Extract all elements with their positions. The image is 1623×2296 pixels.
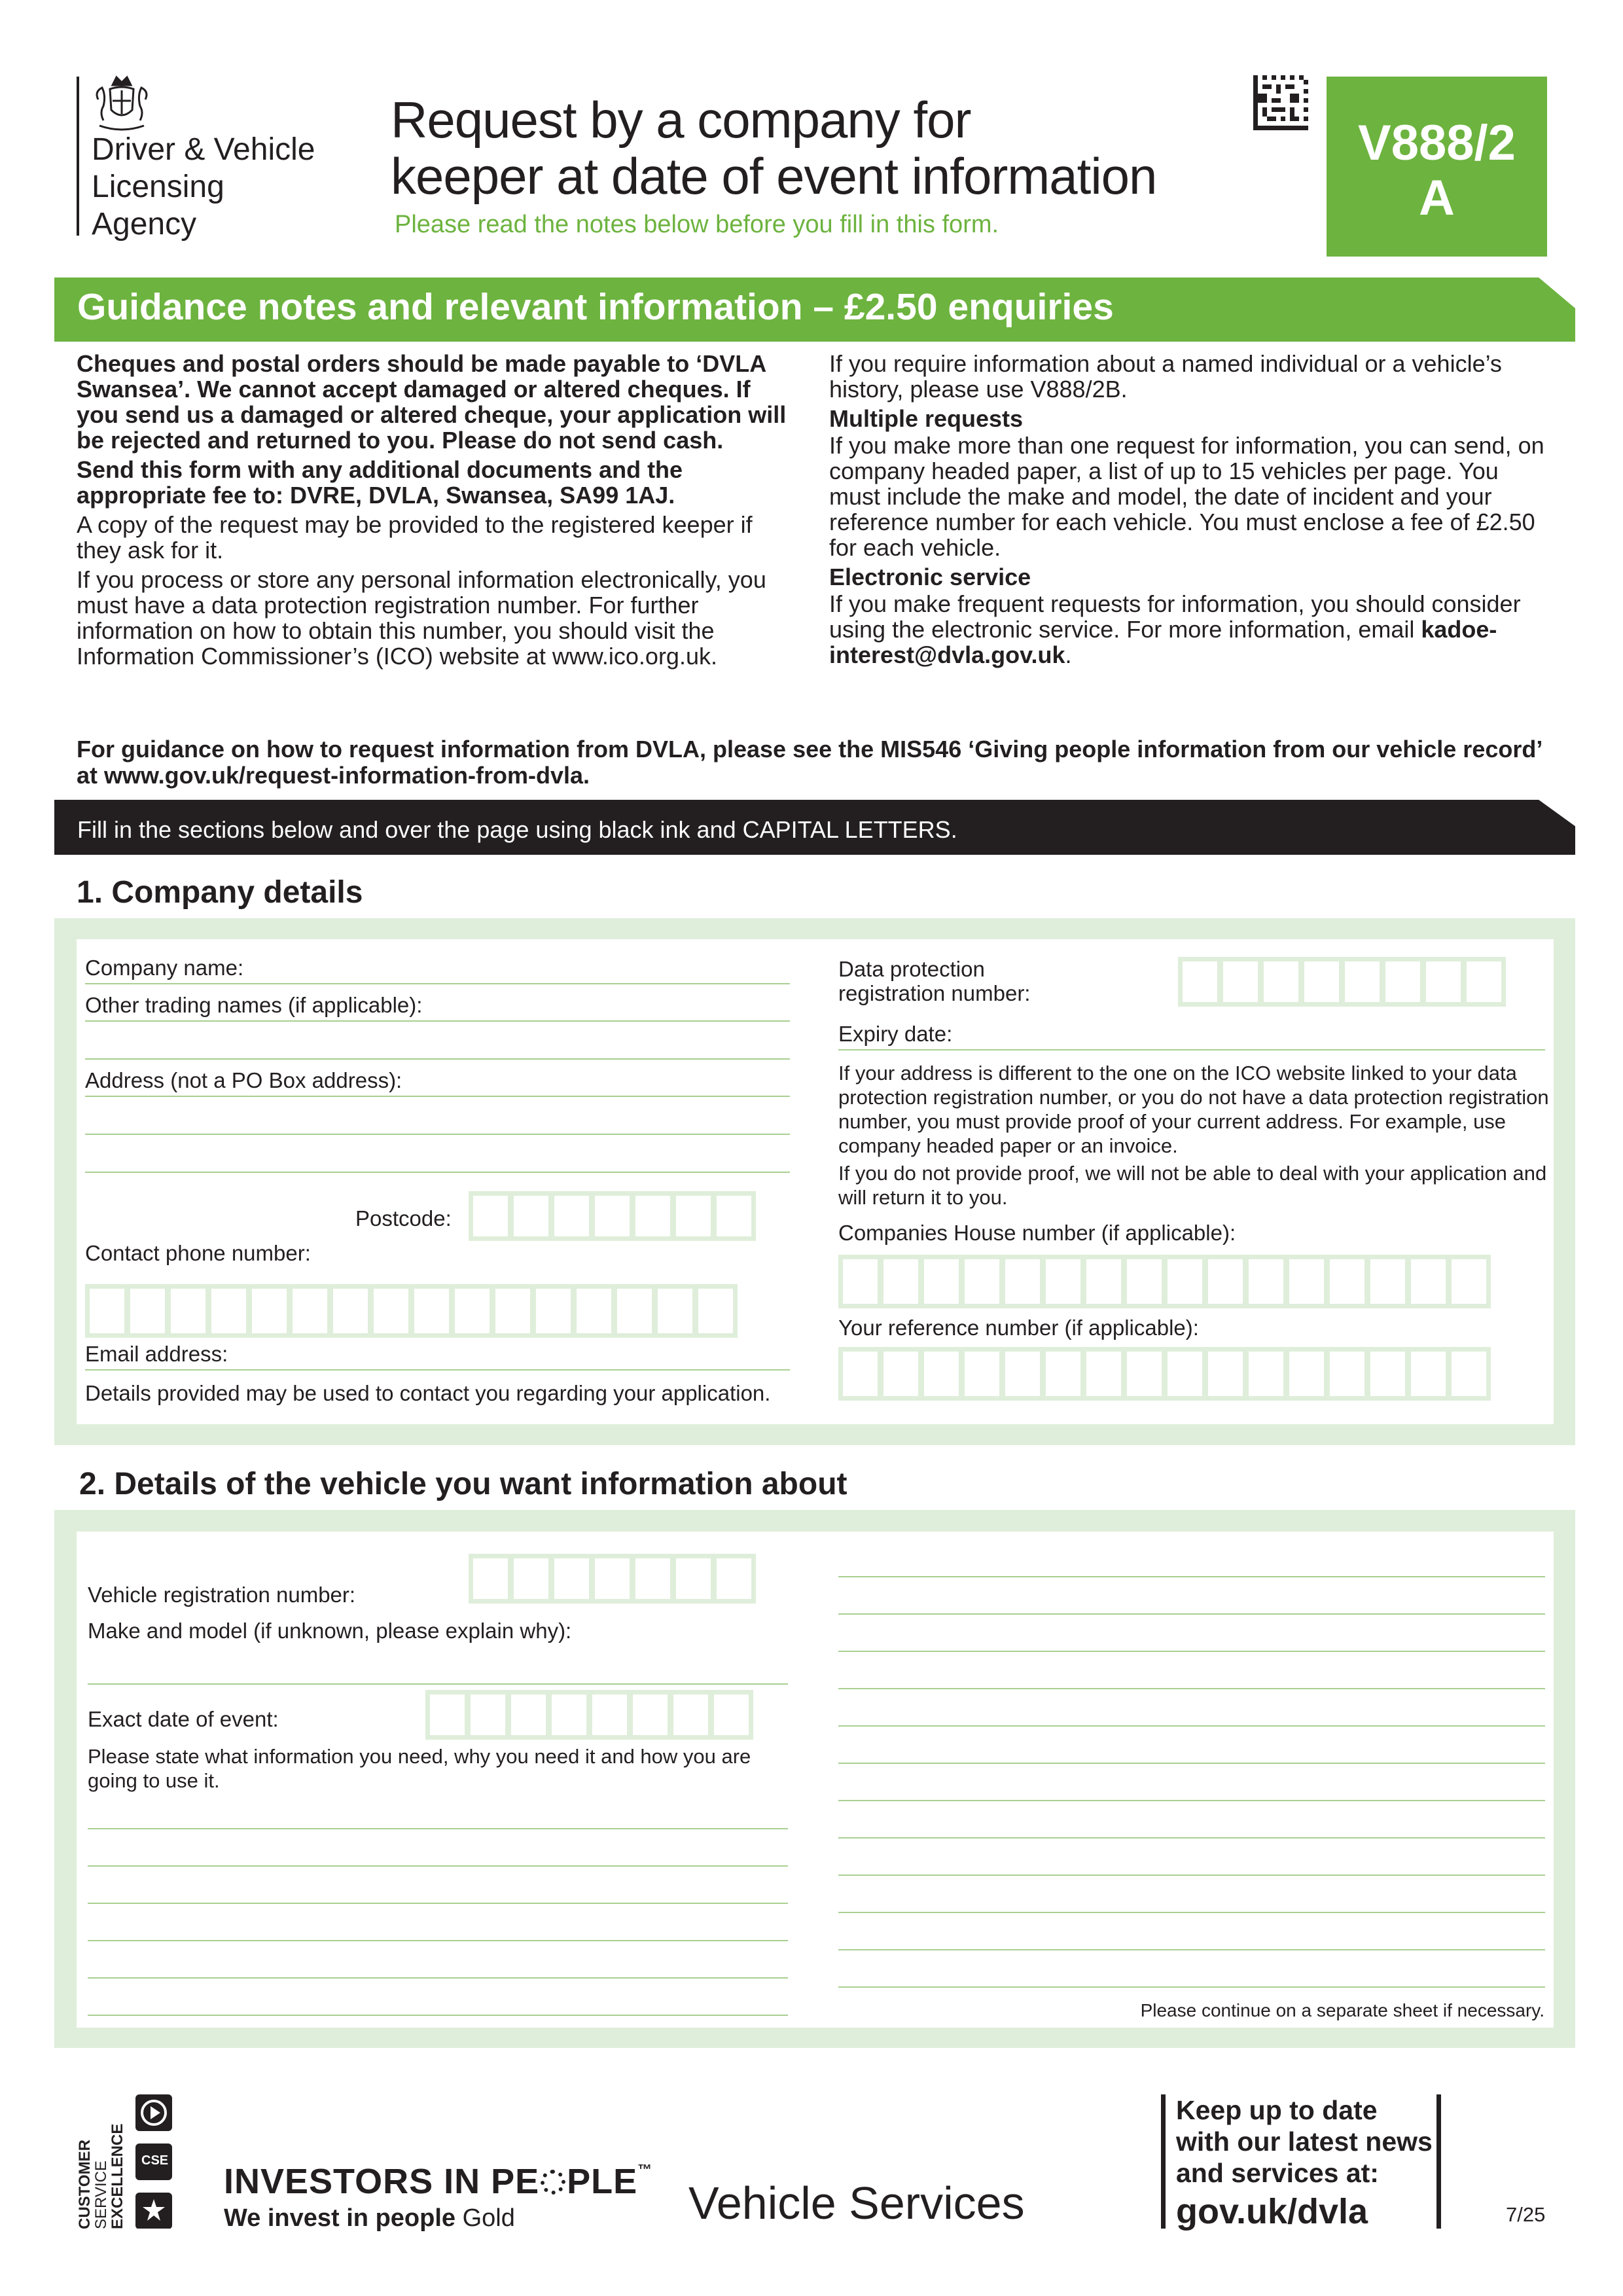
- phone-label: Contact phone number:: [85, 1241, 311, 1265]
- send-address-note: Send this form with any additional documents and the appropriate fee to: DVRE, DVLA, Swansea, SA99 1AJ.: [77, 456, 683, 509]
- agency-line: Agency: [92, 207, 197, 242]
- char-box[interactable]: [534, 1287, 573, 1335]
- char-box[interactable]: [963, 1257, 1001, 1306]
- char-box[interactable]: [469, 1693, 507, 1737]
- email-field[interactable]: [85, 1369, 790, 1371]
- vrn-boxes[interactable]: [469, 1554, 756, 1604]
- char-box[interactable]: [512, 1194, 550, 1238]
- char-box[interactable]: [552, 1194, 591, 1238]
- char-box[interactable]: [631, 1693, 669, 1737]
- char-box[interactable]: [1409, 1350, 1448, 1398]
- cse-line: EXCELLENCE: [109, 2123, 126, 2229]
- form-title: [391, 92, 1156, 204]
- char-box[interactable]: [1302, 960, 1341, 1004]
- electronic-service-heading: Electronic service: [829, 564, 1031, 590]
- form-code-badge: [1327, 77, 1547, 257]
- keep-up-divider-left: [1161, 2094, 1166, 2229]
- char-box[interactable]: [509, 1693, 548, 1737]
- char-box[interactable]: [1003, 1350, 1042, 1398]
- agency-name: [92, 131, 315, 243]
- char-box[interactable]: [1166, 1350, 1204, 1398]
- info-line[interactable]: [88, 1828, 788, 1829]
- info-line[interactable]: [88, 1903, 788, 1904]
- char-box[interactable]: [169, 1287, 207, 1335]
- iip-trademark: ™: [637, 2161, 653, 2178]
- char-box[interactable]: [88, 1287, 126, 1335]
- date-of-event-label: Exact date of event:: [88, 1707, 279, 1731]
- expiry-field[interactable]: [838, 1049, 1545, 1050]
- make-model-field[interactable]: [88, 1683, 788, 1685]
- info-line[interactable]: [838, 1986, 1545, 1988]
- address-field-2[interactable]: [85, 1134, 790, 1135]
- char-box[interactable]: [712, 1693, 751, 1737]
- char-box[interactable]: [1003, 1257, 1042, 1306]
- keep-line: Keep up to date: [1176, 2095, 1378, 2125]
- char-box[interactable]: [1166, 1257, 1204, 1306]
- char-box[interactable]: [593, 1194, 632, 1238]
- guidance-right-column: [829, 351, 1556, 672]
- char-box[interactable]: [841, 1257, 880, 1306]
- char-box[interactable]: [696, 1287, 735, 1335]
- char-box[interactable]: [1044, 1257, 1082, 1306]
- dp-reg-label-line: registration number:: [838, 981, 1031, 1005]
- char-box[interactable]: [1383, 960, 1422, 1004]
- form-subtitle: Please read the notes below before you fill in this form.: [395, 211, 999, 238]
- instructions-text: Fill in the sections below and over the page using black ink and CAPITAL LETTERS.: [77, 816, 957, 843]
- named-individual-note: If you require information about a named individual or a vehicle’s history, please use V888/2B.: [829, 350, 1502, 403]
- info-line[interactable]: [838, 1613, 1545, 1615]
- char-box[interactable]: [1221, 960, 1260, 1004]
- email-label: Email address:: [85, 1342, 228, 1366]
- address-field-1[interactable]: [85, 1096, 790, 1097]
- address-label: Address (not a PO Box address):: [85, 1068, 402, 1092]
- dvla-url-link[interactable]: gov.uk/dvla: [1176, 2192, 1368, 2231]
- address-field-3[interactable]: [85, 1172, 790, 1173]
- vehicle-services-title: Vehicle Services: [688, 2178, 1025, 2229]
- payment-note: Cheques and postal orders should be made payable to ‘DVLA Swansea’. We cannot accept damaged or altered cheques. If you send us a damaged or altered cheque, your application will be rejected and returned to you. Please do not send cash.: [77, 350, 787, 454]
- char-box[interactable]: [1084, 1257, 1123, 1306]
- char-box[interactable]: [674, 1556, 713, 1601]
- royal-crest-icon: [90, 73, 153, 132]
- dp-reg-boxes[interactable]: [1178, 957, 1506, 1007]
- data-protection-note: If you process or store any personal information electronically, you must have a data protection registration number. For further information on how to obtain this number, you should visit the Information Commissioner’s (ICO) website at www.ico.org.uk.: [77, 566, 766, 670]
- iip-title-text: INVESTORS IN PE: [224, 2162, 540, 2201]
- section-2-heading: 2. Details of the vehicle you want information about: [79, 1467, 847, 1501]
- char-box[interactable]: [922, 1257, 961, 1306]
- proof-note: If you do not provide proof, we will not be able to deal with your application and will return it to you.: [838, 1162, 1547, 1209]
- form-title-line: Request by a company for: [391, 91, 971, 149]
- char-box[interactable]: [1287, 1350, 1326, 1398]
- ico-address-note: If your address is different to the one on the ICO website linked to your data protection registration number, or you do not have a data protection registration number, you must provide proof of your current address. For example, use company headed paper or an invoice.: [838, 1062, 1549, 1157]
- char-box[interactable]: [1247, 1257, 1285, 1306]
- char-box[interactable]: [250, 1287, 289, 1335]
- keep-line: with our latest news: [1176, 2126, 1433, 2157]
- char-box[interactable]: [1181, 960, 1219, 1004]
- cse-line: SERVICE: [92, 2161, 110, 2229]
- kadoe-email-link[interactable]: kadoe-interest@dvla.gov.uk: [829, 616, 1497, 668]
- info-line[interactable]: [838, 1576, 1545, 1577]
- char-box[interactable]: [882, 1257, 920, 1306]
- info-line[interactable]: [88, 1977, 788, 1979]
- iip-sub-text: We invest in people: [224, 2204, 456, 2232]
- electronic-service-text: [829, 591, 1556, 668]
- char-box[interactable]: [512, 1556, 550, 1601]
- info-line[interactable]: [838, 1837, 1545, 1839]
- char-box[interactable]: [1368, 1350, 1407, 1398]
- agency-line: Licensing: [92, 170, 224, 204]
- char-box[interactable]: [590, 1693, 629, 1737]
- char-box[interactable]: [674, 1194, 713, 1238]
- companies-house-label: Companies House number (if applicable):: [838, 1221, 1236, 1245]
- postcode-label: Postcode:: [355, 1206, 452, 1230]
- char-box[interactable]: [493, 1287, 532, 1335]
- expiry-label: Expiry date:: [838, 1022, 953, 1046]
- char-box[interactable]: [1206, 1257, 1245, 1306]
- char-box[interactable]: [671, 1693, 710, 1737]
- other-names-field-2[interactable]: [85, 1058, 790, 1060]
- char-box[interactable]: [471, 1556, 510, 1601]
- iip-title-end: PLE: [567, 2162, 638, 2201]
- char-box[interactable]: [453, 1287, 491, 1335]
- keeper-copy-note: A copy of the request may be provided to the registered keeper if they ask for it.: [77, 511, 753, 564]
- investors-in-people-logo: [224, 2161, 652, 2202]
- other-names-label: Other trading names (if applicable):: [85, 993, 423, 1017]
- agency-line: Driver & Vehicle: [92, 132, 315, 167]
- char-box[interactable]: [128, 1287, 167, 1335]
- char-box[interactable]: [593, 1556, 632, 1601]
- char-box[interactable]: [1328, 1350, 1366, 1398]
- logo-divider: [77, 77, 79, 236]
- info-line[interactable]: [88, 1940, 788, 1941]
- char-box[interactable]: [550, 1693, 588, 1737]
- info-line[interactable]: [838, 1651, 1545, 1652]
- char-box[interactable]: [412, 1287, 451, 1335]
- other-names-field-1[interactable]: [85, 1020, 790, 1022]
- iip-gold: Gold: [462, 2204, 515, 2232]
- char-box[interactable]: [615, 1287, 654, 1335]
- guidance-title: Guidance notes and relevant information – £2.50 enquiries: [77, 286, 1114, 328]
- char-box[interactable]: [715, 1194, 753, 1238]
- form-code-line: V888/2: [1358, 115, 1516, 171]
- form-version: 7/25: [1506, 2203, 1546, 2226]
- barcode-icon: [1253, 75, 1308, 130]
- char-box[interactable]: [656, 1287, 694, 1335]
- info-line[interactable]: [838, 1949, 1545, 1950]
- section-1-heading: 1. Company details: [77, 875, 363, 910]
- cse-wordmark: [77, 2100, 129, 2229]
- char-box[interactable]: [841, 1350, 880, 1398]
- iip-o-icon: [541, 2170, 565, 2195]
- char-box[interactable]: [633, 1556, 672, 1601]
- char-box[interactable]: [1247, 1350, 1285, 1398]
- cse-line: CUSTOMER: [76, 2140, 94, 2229]
- multiple-requests-text: If you make more than one request for information, you can send, on company headed paper, a list of up to 15 vehicles per page. You must include the make and model, the date of incident and your reference number for each vehicle. You must enclose a fee of £2.50 for each vehicle.: [829, 432, 1544, 561]
- sentence-end: .: [1065, 641, 1072, 668]
- phone-boxes[interactable]: [85, 1284, 738, 1338]
- keep-up-to-date-text: [1176, 2094, 1433, 2189]
- date-of-event-boxes[interactable]: [425, 1690, 753, 1740]
- info-line[interactable]: [838, 1688, 1545, 1689]
- info-line[interactable]: [838, 1912, 1545, 1913]
- keep-line: and services at:: [1176, 2158, 1379, 2188]
- char-box[interactable]: [1368, 1257, 1407, 1306]
- char-box[interactable]: [1125, 1257, 1164, 1306]
- info-line[interactable]: [838, 1763, 1545, 1764]
- reference-boxes[interactable]: [838, 1347, 1491, 1401]
- char-box[interactable]: [1409, 1257, 1448, 1306]
- info-needed-label: Please state what information you need, why you need it and how you are going to use it.: [88, 1745, 751, 1792]
- guidance-footnote: For guidance on how to request information from DVLA, please see the MIS546 ‘Giving people information from our vehicle record’ at www.gov.uk/request-information-from-dvla.: [77, 736, 1542, 789]
- postcode-boxes[interactable]: [469, 1191, 756, 1241]
- char-box[interactable]: [209, 1287, 248, 1335]
- char-box[interactable]: [1424, 960, 1463, 1004]
- char-box[interactable]: [1450, 1257, 1488, 1306]
- info-line[interactable]: [88, 1865, 788, 1867]
- company-name-label: Company name:: [85, 956, 244, 980]
- char-box[interactable]: [1328, 1257, 1366, 1306]
- vrn-label: Vehicle registration number:: [88, 1583, 356, 1607]
- char-box[interactable]: [1262, 960, 1300, 1004]
- char-box[interactable]: [633, 1194, 672, 1238]
- keep-up-divider-right: [1436, 2094, 1441, 2229]
- char-box[interactable]: [1465, 960, 1503, 1004]
- char-box[interactable]: [372, 1287, 410, 1335]
- info-line[interactable]: [838, 1800, 1545, 1801]
- dp-reg-label-line: Data protection: [838, 957, 985, 981]
- form-code-line: A: [1419, 170, 1455, 226]
- char-box[interactable]: [1287, 1257, 1326, 1306]
- form-title-line: keeper at date of event information: [391, 147, 1157, 205]
- contact-note: Details provided may be used to contact you regarding your application.: [85, 1381, 771, 1405]
- multiple-requests-heading: Multiple requests: [829, 405, 1024, 432]
- char-box[interactable]: [471, 1194, 510, 1238]
- info-line[interactable]: [838, 1725, 1545, 1727]
- char-box[interactable]: [291, 1287, 329, 1335]
- electronic-service-body: If you make frequent requests for information, you should consider using the electronic service. For more information, email: [829, 590, 1521, 643]
- info-line[interactable]: [838, 1874, 1545, 1876]
- reference-label: Your reference number (if applicable):: [838, 1316, 1199, 1340]
- cse-badge-text: CSE: [141, 2153, 169, 2168]
- make-model-label: Make and model (if unknown, please explain why):: [88, 1619, 572, 1643]
- char-box[interactable]: [1206, 1350, 1245, 1398]
- company-name-field[interactable]: [85, 983, 790, 984]
- char-box[interactable]: [1125, 1350, 1164, 1398]
- iip-subtitle: [224, 2204, 515, 2233]
- char-box[interactable]: [715, 1556, 753, 1601]
- guidance-left-column: [77, 351, 790, 673]
- char-box[interactable]: [428, 1693, 467, 1737]
- continue-note: Please continue on a separate sheet if necessary.: [1140, 2000, 1544, 2020]
- companies-house-boxes[interactable]: [838, 1255, 1491, 1308]
- char-box[interactable]: [575, 1287, 613, 1335]
- char-box[interactable]: [1044, 1350, 1082, 1398]
- char-box[interactable]: [1450, 1350, 1488, 1398]
- char-box[interactable]: [963, 1350, 1001, 1398]
- char-box[interactable]: [331, 1287, 370, 1335]
- char-box[interactable]: [1343, 960, 1382, 1004]
- info-line[interactable]: [88, 2015, 788, 2016]
- char-box[interactable]: [1084, 1350, 1123, 1398]
- char-box[interactable]: [882, 1350, 920, 1398]
- char-box[interactable]: [552, 1556, 591, 1601]
- char-box[interactable]: [922, 1350, 961, 1398]
